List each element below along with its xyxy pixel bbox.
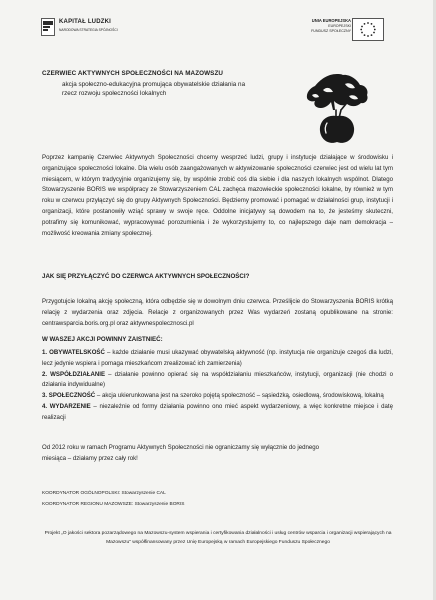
list-item-term: 2. WSPÓŁDZIAŁANIE: [42, 370, 106, 378]
list-item-text: – działanie powinno opierać się na współdziałaniu mieszkańców, instytucji, organizacji (nie chodzi o działania indywidualne): [42, 370, 393, 389]
list-item-text: – niezależnie od formy działania powinno ono mieć aspekt wydarzeniowy, a więc konkretne miejsce i datę realizacji: [42, 402, 393, 421]
eu-line-3: FUNDUSZ SPOŁECZNY: [311, 28, 351, 33]
list-item-text: – akcja ukierunkowana jest na szeroko pojętą społeczność – sąsiedzką, osiedlową, środowiskową, lokalną: [95, 392, 384, 400]
list-item-term: 1. OBYWATELSKOŚĆ: [42, 349, 105, 356]
coordinator-national: KOORDYNATOR OGÓLNOPOLSKI: Stowarzyszenie CAL: [42, 491, 166, 496]
kapital-ludzki-logo: [41, 18, 151, 40]
requirements-list: [42, 348, 393, 424]
list-item-text: – każde działanie musi ukazywać obywatelską aktywność (np. instytucja nie organizuje czegoś dla ludzi, lecz jedynie wspiera i pomaga mieszkańcom zrealizować ich zamierzenia): [42, 349, 393, 367]
coordinator-regional: KOORDYNATOR REGIONU MAZOWSZE: Stowarzyszenie BORIS: [42, 502, 185, 507]
eu-logo: [310, 18, 386, 40]
join-heading: JAK SIĘ PRZYŁĄCZYĆ DO CZERWCA AKTYWNYCH SPOŁECZNOŚCI?: [42, 273, 250, 280]
kapital-ludzki-title: KAPITAŁ LUDZKI: [59, 19, 112, 25]
eu-line-2: EUROPEJSKI: [328, 23, 351, 28]
eu-logo-text: [311, 19, 351, 33]
eu-line-1: UNIA EUROPEJSKA: [311, 18, 351, 23]
document-subtitle: akcja społeczno-edukacyjna promująca obywatelskie działania na rzecz rozwoju społeczności lokalnych: [62, 81, 246, 97]
closing-paragraph: Od 2012 roku w ramach Programu Aktywnych Społeczności nie ograniczamy się wyłącznie do jednego miesiąca – działamy przez cały rok!: [42, 444, 320, 462]
project-footer: Projekt „O jakości sektora pozarządowego na Mazowszu-system wspierania i certyfikowania działalności i usług centrów wsparcia i organizacji wspierających na Mazowszu" współfinansowany przez Unię Europejską w ramach Europejskiego Funduszu Społecznego: [44, 531, 392, 545]
list-item-term: 3. SPOŁECZNOŚĆ: [42, 392, 96, 400]
requirements-heading: W WASZEJ AKCJI POWINNY ZAISTNIEĆ:: [42, 336, 163, 343]
tree-icon: [303, 68, 371, 146]
list-item: [42, 370, 393, 392]
list-item: [42, 391, 393, 402]
list-item-term: 4. WYDARZENIE: [42, 402, 91, 410]
kapital-ludzki-flag-icon: [41, 18, 55, 36]
list-item: [42, 402, 393, 424]
intro-paragraph: Poprzez kampanię Czerwiec Aktywnych Społeczności chcemy wesprzeć ludzi, grupy i instytucje działające w środowisku i organizujące społeczności lokalne. Dla wielu osób zaangażowanych w aktywizowanie społeczności czerwiec jest od wielu lat tym miesiącem, w którym tradycyjnie organizujemy się, by wspólnie zrobić coś dla siebie i dla naszych lokalnych wspólnot. Dlatego Stowarzyszenie BORIS we współpracy ze Stowarzyszeniem CAL zachęca mazowieckie społeczności lokalne, by również w tym roku w czerwcu przyłączyć się do grupy Aktywnych Społeczności. Będziemy promować i pomagać w działalności grup, instytucji i organizacji, które postanowiły wziąć sprawy w swoje ręce. Oddolne inicjatywy są dowodem na to, że jesteśmy skuteczni, potrafimy się komunikować, wypracowywać porozumienia i że wykorzystujemy to, co najlepszego daje nam demokracja – możliwość kreowania zmiany społecznej.: [42, 154, 393, 237]
eu-flag-icon: [352, 18, 384, 41]
document-title: CZERWIEC AKTYWNYCH SPOŁECZNOŚCI NA MAZOWSZU: [42, 70, 224, 77]
list-item: [42, 348, 393, 370]
kapital-ludzki-subtitle: NARODOWA STRATEGIA SPÓJNOŚCI: [59, 28, 118, 32]
join-paragraph: Przygotujcie lokalną akcję społeczną, która odbędzie się w dowolnym dniu czerwca. Prześlijcie do Stowarzyszenia BORIS krótką relację z wydarzenia oraz zdjęcia. Relacje z organizowanych przez Was wydarzeń zostaną opublikowane na stronie: centrawsparcia.boris.org.pl oraz aktywnespolecznosci.pl: [42, 298, 393, 327]
